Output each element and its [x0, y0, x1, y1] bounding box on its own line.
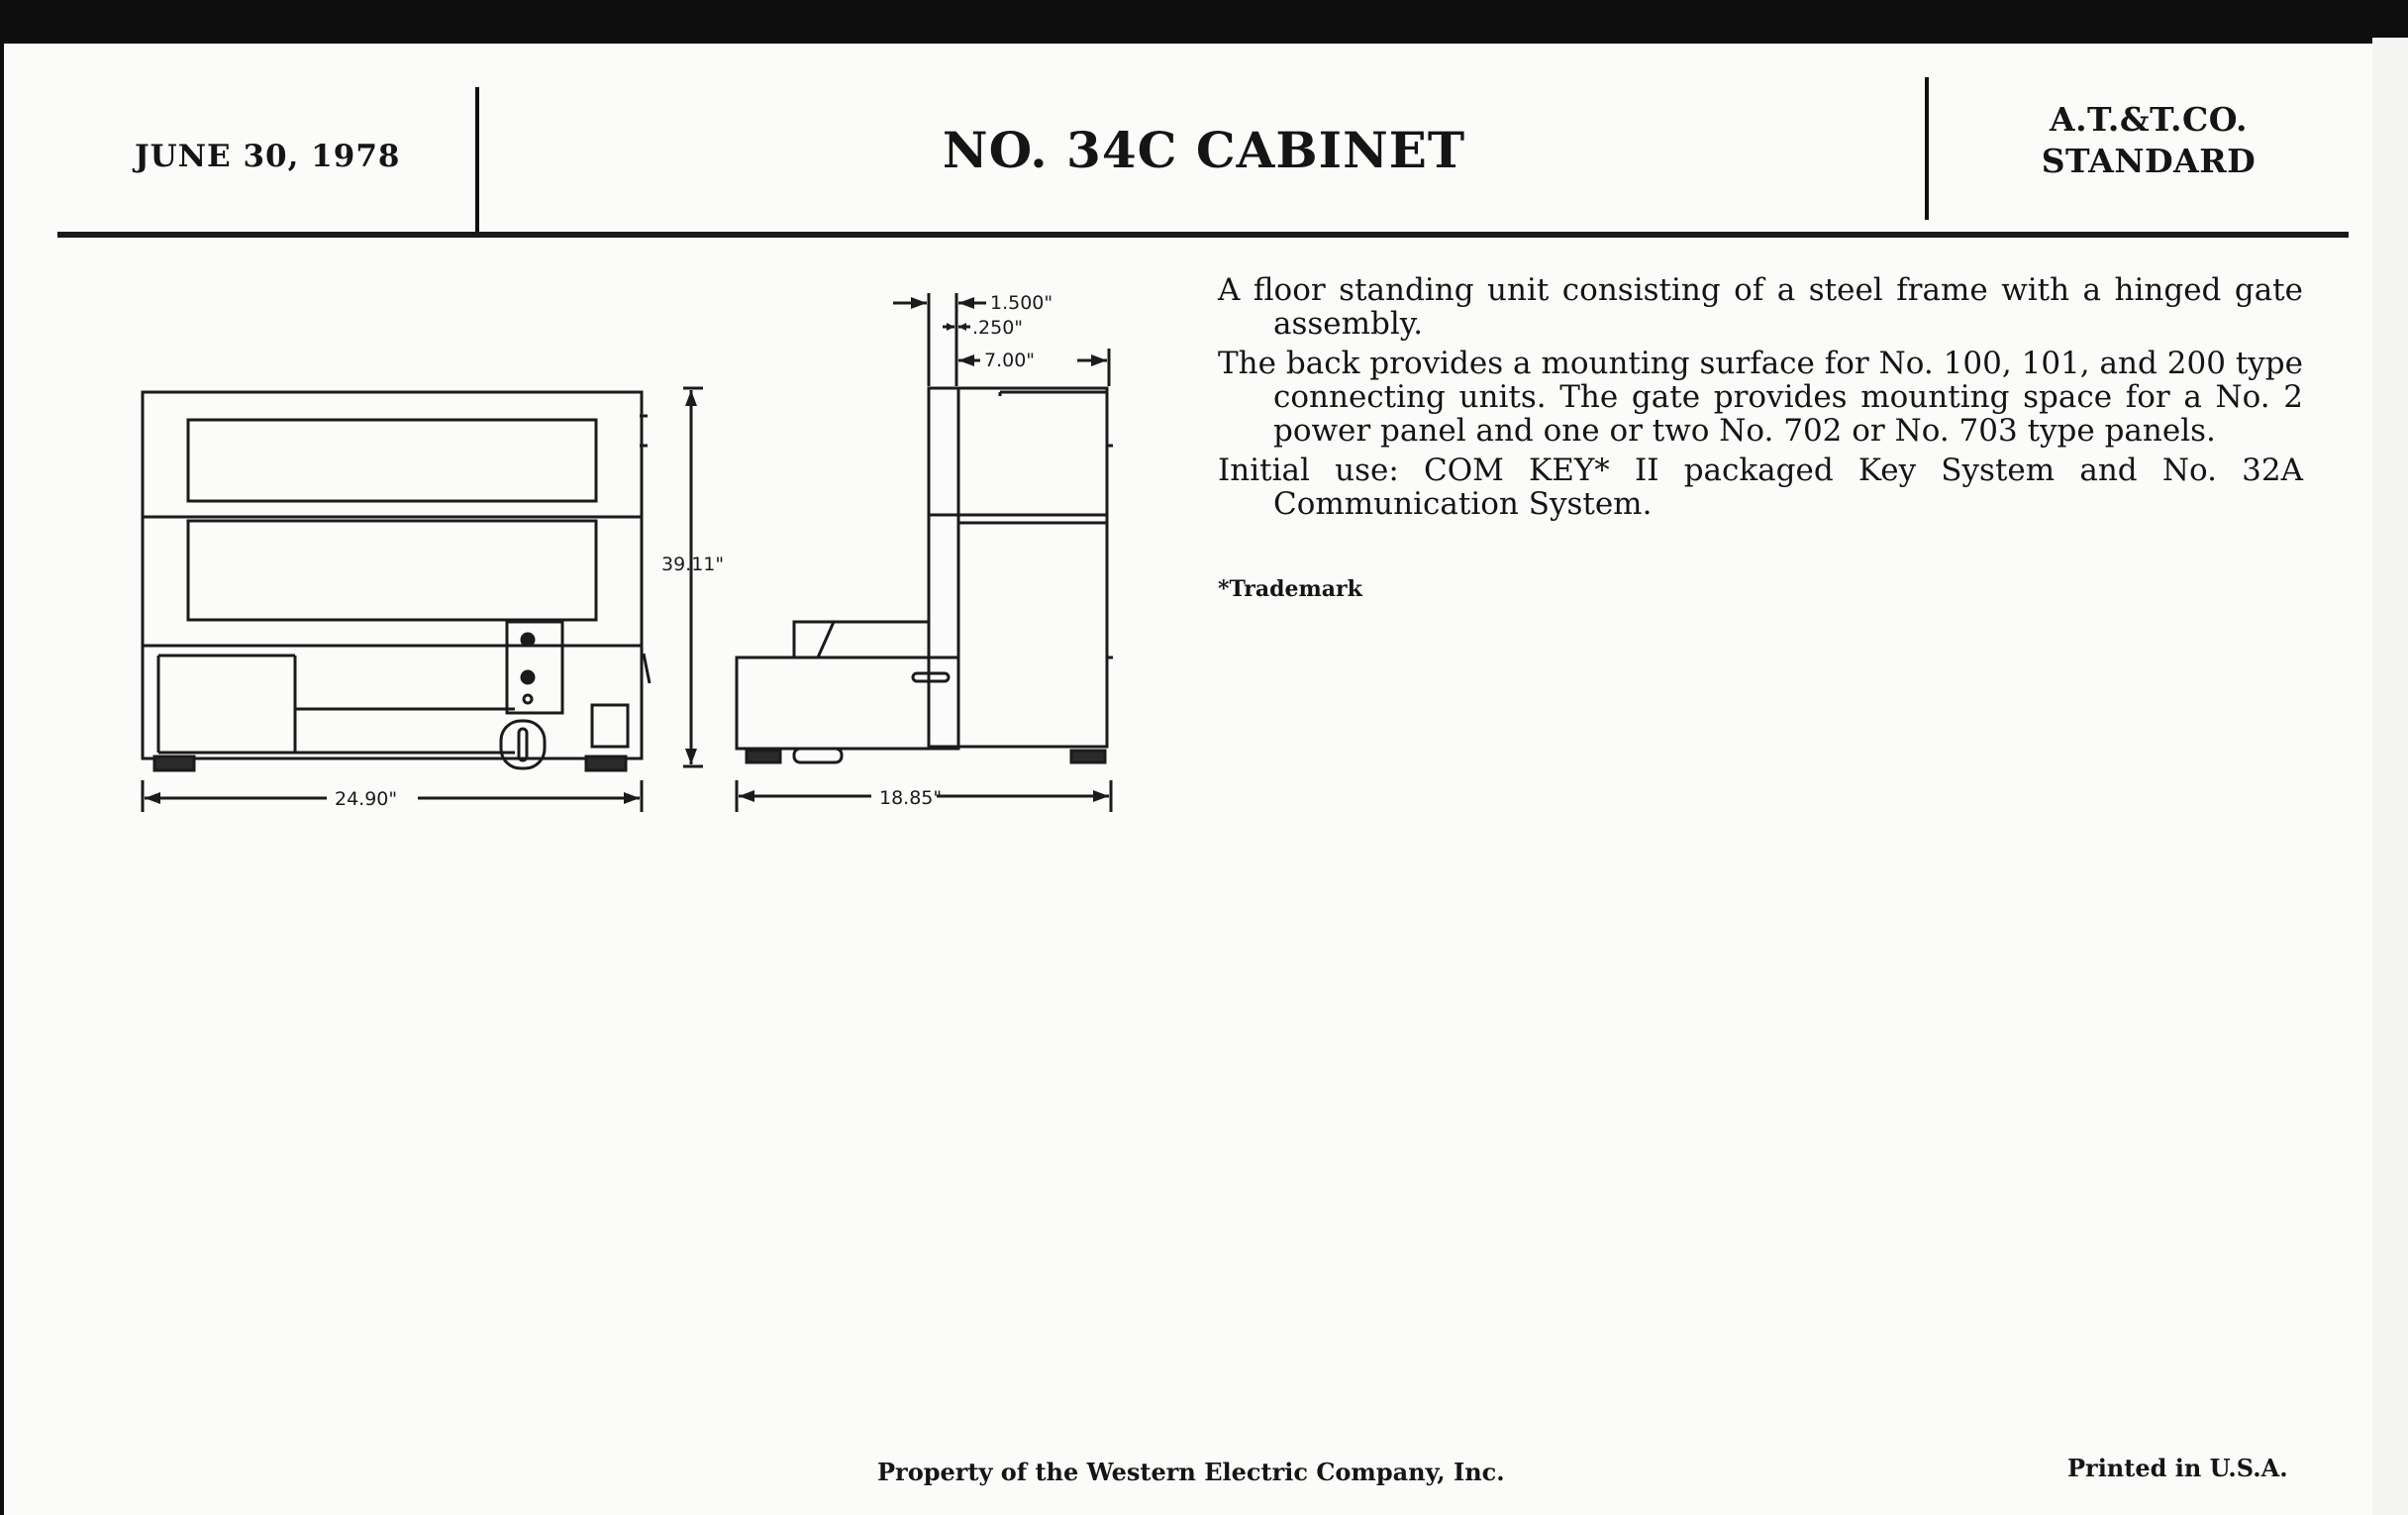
- issue-date: JUNE 30, 1978: [135, 139, 401, 174]
- side-view: [737, 388, 1113, 762]
- trademark-note: *Trademark: [1218, 576, 1362, 602]
- property-notice: Property of the Western Electric Company, Inc.: [877, 1458, 1505, 1486]
- description-paragraph-3: Initial use: COM KEY* II packaged Key System and No. 32A Communication System.: [1218, 453, 2303, 522]
- width-dimension: 24.90": [335, 788, 398, 810]
- offset-dimension-3: 7.00": [984, 350, 1036, 371]
- description-paragraph-1: A floor standing unit consisting of a steel frame with a hinged gate assembly.: [1218, 272, 2303, 342]
- height-dimension: 39.11": [661, 554, 725, 575]
- page-title: NO. 34C CABINET: [942, 121, 1466, 179]
- standard-line-2: STANDARD: [2041, 142, 2257, 180]
- printed-notice: Printed in U.S.A.: [2067, 1454, 2288, 1482]
- description: [1218, 273, 2303, 527]
- front-view: [143, 392, 650, 770]
- standard-line-1: A.T.&T.CO.: [2049, 100, 2249, 139]
- offset-dimension-1: 1.500": [990, 292, 1054, 314]
- depth-dimension: 18.85": [879, 787, 943, 809]
- description-paragraph-2: The back provides a mounting surface for No. 100, 101, and 200 type connecting units. The gate provides mounting space for a No. 2 power panel and one or two No. 702 or No. 703 type panels.: [1218, 346, 2303, 449]
- offset-dimension-2: .250": [972, 317, 1024, 339]
